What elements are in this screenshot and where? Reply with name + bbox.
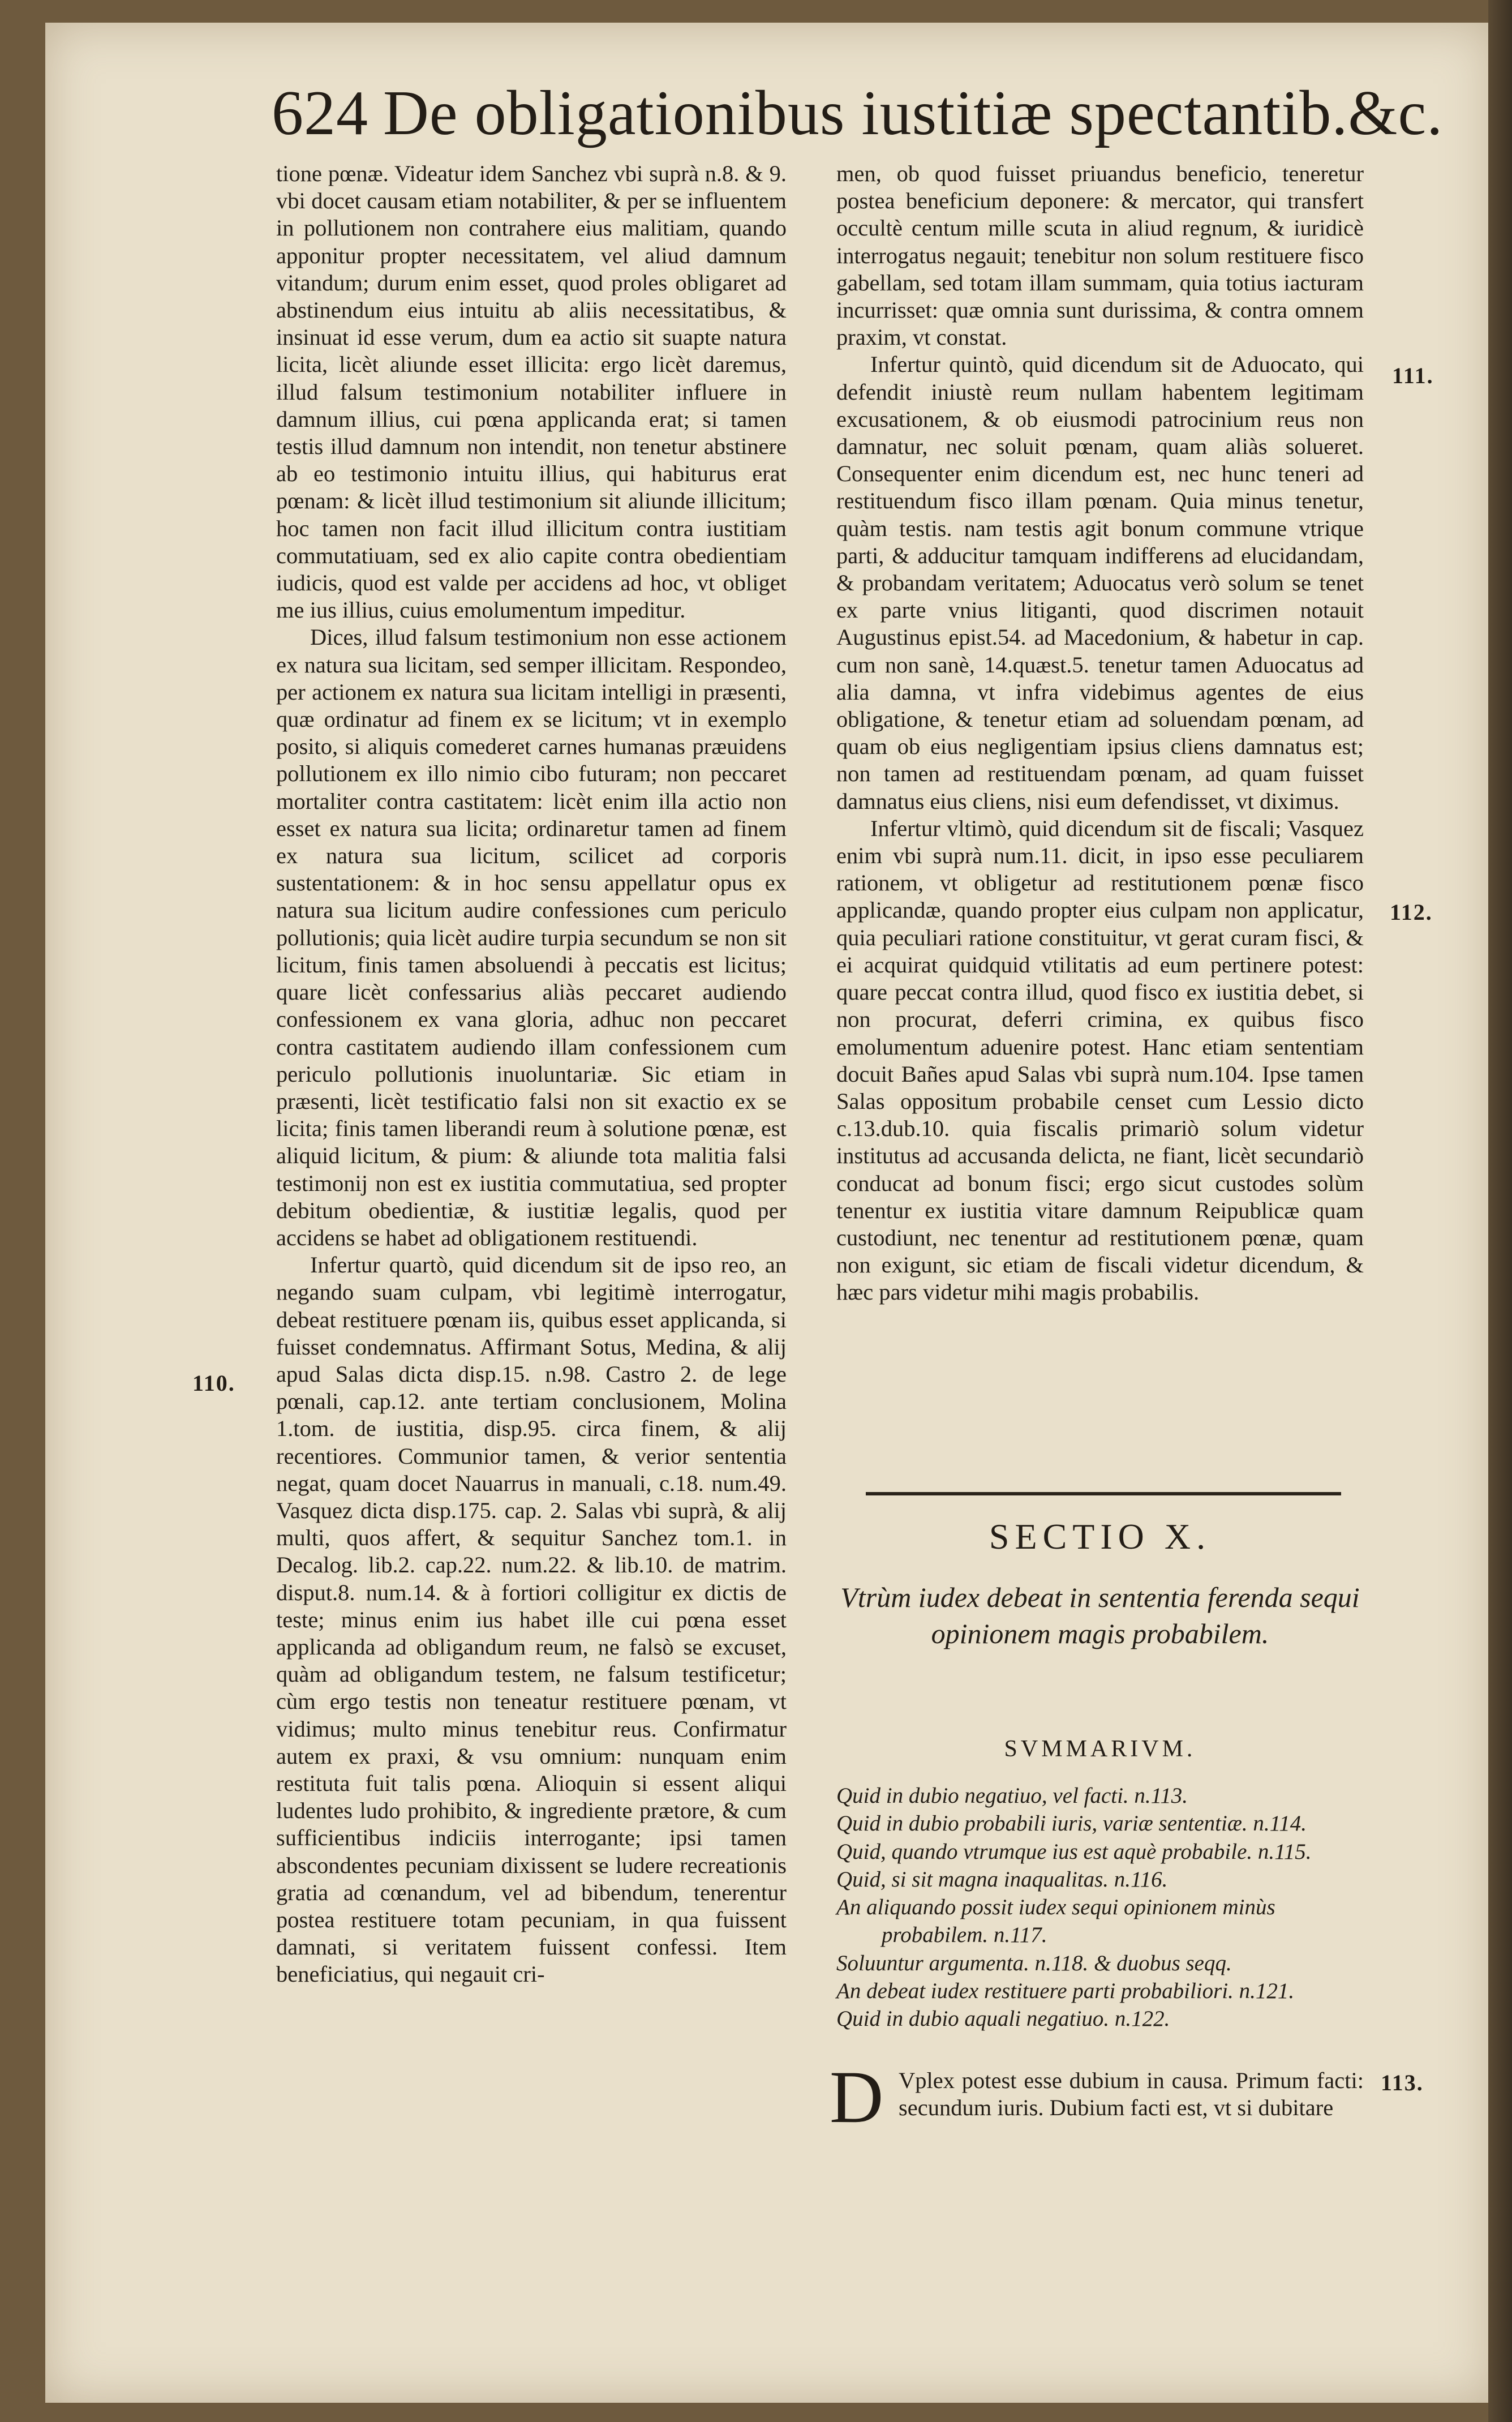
page-edge-shadow bbox=[1488, 0, 1512, 2422]
paragraph: Infertur quintò, quid dicendum sit de Aduocato, qui defendit iniustè reum nullam habentem legitimam excusationem, & ob eiusmodi patrocinium reus non damnatur, nec soluit pœnam, quam aliàs solueret. Consequenter enim dicendum est, nec hunc teneri ad restituendum fisco illam pœnam. Quia minus tenetur, quàm testis. nam testis agit bonum commune vtrique parti, & adducitur tamquam indifferens ad elucidandam, & probandam veritatem; Aduocatus verò solum se tenet ex parte vnius litiganti, quod discrimen notauit Augustinus epist.54. ad Macedonium, & habetur in cap. cum non sanè, 14.quæst.5. tenetur tamen Aduocatus ad alia damna, vt infra videbimus agentes de eius obligatione, & tenetur etiam ad soluendam pœnam, ad quam ob eius negligentiam ipsius cliens damnatus est; non tamen ad restituendam pœnam, ad quam fuisset damnatus eius cliens, nisi eum defendisset, vt diximus. bbox=[836, 351, 1364, 814]
section-rule bbox=[866, 1492, 1341, 1495]
section-heading: SECTIO X. bbox=[989, 1516, 1212, 1557]
paragraph: Dices, illud falsum testimonium non esse actionem ex natura sua licitam, sed semper illicitam. Respondeo, per actionem ex natura sua licitam intelligi in præsenti, quæ ordinatur ad finem ex se licitum; vt in exemplo posito, si aliquis comederet carnes humanas præuidens pollutionem ex illo nimio cibo futuram; non peccaret mortaliter contra castitatem: licèt enim illa actio non esset ex natura sua licita; ordinaretur tamen ad finem ex natura sua licitum, scilicet ad corporis sustentationem: & in hoc sensu appellatur opus ex natura sua licitum audire confessiones cum periculo pollutionis; quia licèt audire turpia secundum se non sit licitum, finis tamen absoluendi à peccatis est licitus; quare licèt confessarius aliàs peccaret audiendo confessionem ex vana gloria, adhuc non peccaret contra castitatem audiendo illam confessionem cum periculo pollutionis inuoluntariæ. Sic etiam in præsenti, licèt testificatio falsi non sit exactio ex se licita; finis tamen liberandi reum à solutione pœnæ, est aliquid licitum, & pium: & aliunde tota malitia falsi testimonij non est ex iustitia commutatiua, sed propter debitum obedientiæ, & iustitiæ legalis, quod per accidens se habet ad obligationem restituendi. bbox=[276, 624, 787, 1250]
summary-item: probabilem. n.117. bbox=[882, 1923, 1047, 1948]
summary-item: Quid, si sit magna inaqualitas. n.116. bbox=[836, 1867, 1168, 1892]
left-column bbox=[276, 160, 787, 1988]
summary-item: Quid in dubio aquali negatiuo. n.122. bbox=[836, 2007, 1170, 2031]
paragraph: tione pœnæ. Videatur idem Sanchez vbi suprà n.8. & 9. vbi docet causam etiam notabiliter, & per se influentem in pollutionem non contrahere eius malitiam, quando apponitur propter necessitatem, vel aliud damnum vitandum; durum enim esset, quod proles obligaret ad abstinendum eius intuitu ab aliis necessitatibus, & insinuat id esse verum, dum ea actio sit suapte natura licita, licèt aliunde esset illicita: ergo licèt daremus, illud falsum testimonium notabiliter influere in damnum illius, cui pœna applicanda erat; si tamen testis illud damnum non intendit, non tenetur abstinere ab eo testimonio intuitu illius, qui habiturus erat pœnam: & licèt illud testimonium sit aliunde illicitum; hoc tamen non facit illud illicitum contra iustitiam commutatiuam, sed ex alio capite contra obedientiam iudicis, quod est valde per accidens ad hoc, vt obliget me ius illius, cuius emolumentum impeditur. bbox=[276, 161, 787, 623]
paragraph: Infertur quartò, quid dicendum sit de ipso reo, an negando suam culpam, vbi legitimè interrogatur, debeat restituere pœnam iis, quibus esset applicanda, si fuisset condemnatus. Affirmant Sotus, Medina, & alij apud Salas dicta disp.15. n.98. Castro 2. de lege pœnali, cap.12. ante tertiam conclusionem, Molina 1.tom. de iustitia, disp.95. circa finem, & alij recentiores. Communior tamen, & verior sententia negat, quam docet Nauarrus in manuali, c.18. num.49. Vasquez dicta disp.175. cap. 2. Salas vbi suprà, & alij multi, quos affert, & sequitur Sanchez tom.1. in Decalog. lib.2. cap.22. num.22. & lib.10. de matrim. disput.8. num.14. & à fortiori colligitur ex dictis de teste; minus enim ius habet ille cui pœna esset applicanda ad obligandum reum, ne falsò se excuset, quàm ad obligandum testem, ne falsum testificetur; cùm ergo testis non teneatur restituere pœnam, vt vidimus; multo minus tenebitur reus. Confirmatur autem ex praxi, & vsu omnium: nunquam enim restituta fuit talis pœna. Alioquin si essent aliqui ludentes ludo prohibito, & ingrediente prætore, & cum sufficientibus indiciis interrogante; ipsi tamen abscondentes pecuniam dixissent se ludere recreationis gratia ad cœnandum, vel ad bibendum, tenerentur postea restituere totam pecuniam, in qua fuissent damnati, si veritatem fuissent confessi. Item beneficiatius, qui negauit cri- bbox=[276, 1252, 787, 1987]
right-column bbox=[836, 160, 1364, 1306]
paragraph: Vplex potest esse dubium in causa. Primum facti: secundum iuris. Dubium facti est, vt si dubitare bbox=[899, 2068, 1364, 2121]
margin-number: 112. bbox=[1390, 899, 1433, 925]
summary-list bbox=[836, 1782, 1364, 2033]
summary-item: An aliquando possit iudex sequi opinionem minùs bbox=[836, 1895, 1275, 1920]
running-title: De obligationibus iustitiæ spectantib.&c. bbox=[383, 78, 1444, 148]
summary-item: Quid in dubio probabili iuris, variæ sententiæ. n.114. bbox=[836, 1811, 1307, 1836]
section-title: Vtrùm iudex debeat in sententia ferenda sequi opinionem magis probabilem. bbox=[840, 1581, 1360, 1649]
paragraph: Infertur vltimò, quid dicendum sit de fiscali; Vasquez enim vbi suprà num.11. dicit, in ipso esse peculiarem rationem, vt obligetur ad restitutionem pœnæ fisco applicandæ, quando propter eius culpam non applicatur, quia peculiari ratione constituitur, vt gerat curam fisci, & ei acquirat quidquid vtilitatis ad eum pertinere potest: quare peccat contra illud, quod fisco ex iustitia debet, si non procurat, deferri crimina, ex quibus fisco emolumentum aduenire potest. Hanc etiam sententiam docuit Bañes apud Salas vbi suprà num.104. Ipse tamen Salas oppositum probabile censet cum Lessio dicto c.13.dub.10. quia fiscalis primariò solum videtur institutus ad accusanda delicta, ne fiant, licèt secundariò conducat ad bonum fisci; ergo sicut custodes solùm tenentur ex iustitia vitare damnum Reipublicæ quam custodiunt, nec tenentur ad restitutionem pœnæ, quam non exigunt, sic etiam de fiscali videtur dicendum, & hæc pars videtur mihi magis probabilis. bbox=[836, 815, 1364, 1305]
summary-heading: SVMMARIVM. bbox=[1004, 1736, 1196, 1762]
page-number: 624 bbox=[272, 78, 368, 148]
summary-item: Soluuntur argumenta. n.118. & duobus seqq. bbox=[836, 1951, 1232, 1975]
summary-item: An debeat iudex restituere parti probabiliori. n.121. bbox=[836, 1979, 1295, 2004]
running-header bbox=[272, 76, 1444, 150]
margin-number: 110. bbox=[192, 1370, 235, 1396]
summary-item: Quid in dubio negatiuo, vel facti. n.113. bbox=[836, 1784, 1188, 1808]
summary-item: Quid, quando vtrumque ius est aquè probabile. n.115. bbox=[836, 1839, 1312, 1864]
section-opening-text bbox=[836, 2067, 1364, 2121]
paragraph: men, ob quod fuisset priuandus beneficio, teneretur postea beneficium deponere: & mercator, qui transfert occultè centum mille scuta in aliud regnum, & iuridicè interrogatus negauit; tenebitur non solum restituere fisco gabellam, sed totam illam summam, quia totius iacturam incurrisset: quæ omnia sunt durissima, & contra omnem praxim, vt constat. bbox=[836, 161, 1364, 350]
margin-number: 113. bbox=[1381, 2070, 1424, 2095]
drop-cap: D bbox=[830, 2055, 884, 2138]
margin-number: 111. bbox=[1392, 363, 1434, 388]
